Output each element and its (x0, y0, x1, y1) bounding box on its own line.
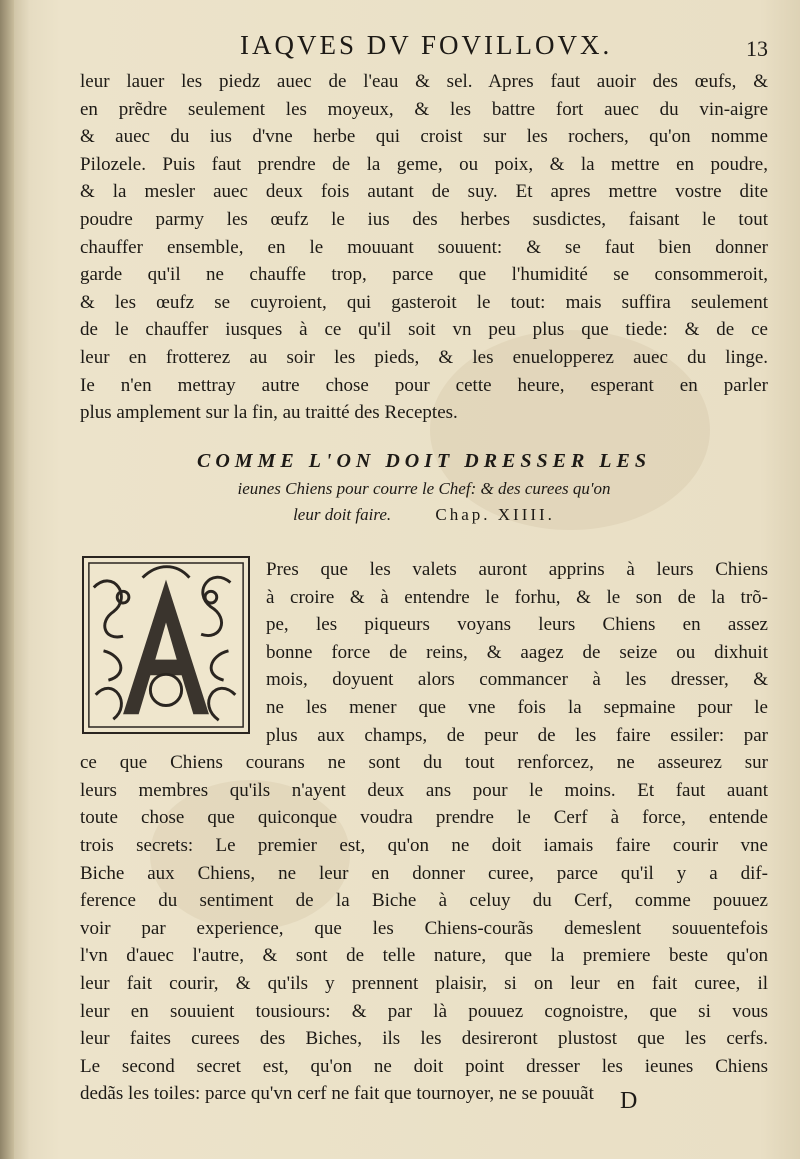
text-line: ne les mener que vne fois la sepmaine pour le (266, 696, 768, 718)
text-line: & auec du ius d'vne herbe qui croist sur les rochers, qu'on nomme (80, 126, 768, 148)
text-line: en prẽdre seulement les moyeux, & les battre fort auec du vin-aigre (80, 98, 768, 120)
text-line: plus aux champs, de peur de les faire essiler: par (266, 724, 768, 746)
text-line: poudre parmy les œufz le ius des herbes susdictes, faisant le tout (80, 208, 768, 230)
chapter-heading (80, 446, 768, 528)
text-line: voir par experience, que les Chiens-courãs demeslent souuentefois (80, 917, 768, 939)
chapter-title-line-1: COMME L'ON DOIT DRESSER LES (197, 450, 651, 472)
text-line: l'vn d'auec l'autre, & sont de telle nature, que la premiere beste qu'on (80, 945, 768, 967)
text-line: mois, doyuent alors commancer à les dresser, & (266, 669, 768, 691)
text-line: & la mesler auec deux fois autant de suy. Et apres mettre vostre dite (80, 181, 768, 203)
chapter-number: Chap. XIIII. (435, 505, 555, 524)
text-line: à croire & à entendre le forhu, & le son de la trõ- (266, 586, 768, 608)
text-line: de le chauffer iusques à ce qu'il soit vn peu plus que tiede: & de ce (80, 319, 768, 341)
chapter-title-line-3-text: leur doit faire. (293, 505, 392, 524)
text-line: Le second secret est, qu'on ne doit point dresser les ieunes Chiens (80, 1055, 768, 1077)
text-line: pe, les piqueurs voyans leurs Chiens en assez (266, 614, 768, 636)
text-line: ce que Chiens courans ne sont du tout renforcez, ne asseurez sur (80, 752, 768, 774)
text-line: & les œufz se cuyroient, qui gasteroit le tout: mais suffira seulement (80, 291, 768, 313)
text-line: leur lauer les piedz auec de l'eau & sel. Apres faut auoir des œufs, & (80, 71, 768, 92)
text-line: leur fait courir, & qu'ils y prennent plaisir, si on leur en fait curee, il (80, 972, 768, 994)
chapter-title-line-2: ieunes Chiens pour courre le Chef: & des curees qu'on (237, 479, 611, 498)
text-line: ference du sentiment de la Biche à celuy du Cerf, comme pouuez (80, 890, 768, 912)
text-line: dedãs les toiles: parce qu'vn cerf ne fait que tournoyer, ne se pouuãt (80, 1083, 594, 1105)
text-line: Ie n'en mettray autre chose pour cette heure, esperant en parler (80, 374, 768, 396)
text-line: leur en souuient tousiours: & par là pouuez cognoistre, que si vous (80, 1000, 768, 1022)
text-line: leurs membres qu'ils n'ayent deux ans pour le moins. Et faut auant (80, 779, 768, 801)
text-line: Pres que les valets auront apprins à leurs Chiens (266, 559, 768, 580)
decorated-initial (82, 556, 250, 734)
text-line: chauffer ensemble, en le mouuant souuent: & se faut bien donner (80, 236, 768, 258)
chapter-title-line-3 (80, 502, 768, 528)
floral-initial-icon (84, 558, 248, 732)
running-title: IAQVES DV FOVILLOVX. (240, 30, 613, 60)
text-line: bonne force de reins, & aagez de seize ou dixhuit (266, 641, 768, 663)
page-number: 13 (746, 36, 768, 61)
text-line: toute chose que quiconque voudra prendre le Cerf à force, entende (80, 807, 768, 829)
text-line: leur faites curees des Biches, ils les desireront plustost que les cerfs. (80, 1028, 768, 1050)
text-line: garde qu'il ne chauffe trop, parce que l'humidité se consommeroit, (80, 264, 768, 286)
text-line: Biche aux Chiens, ne leur en donner curee, parce qu'il y a dif- (80, 862, 768, 884)
text-line: plus amplement sur la fin, au traitté des Receptes. (80, 402, 458, 424)
paragraph-1 (80, 68, 768, 427)
signature-mark: D (620, 1088, 638, 1114)
page-gutter (0, 0, 14, 1159)
running-head (0, 30, 800, 70)
text-line: Pilozele. Puis faut prendre de la geme, ou poix, & la mettre en poudre, (80, 153, 768, 175)
text-line: trois secrets: Le premier est, qu'on ne doit iamais faire courir vne (80, 834, 768, 856)
text-line: leur en frotterez au soir les pieds, & les enuelopperez auec du linge. (80, 346, 768, 368)
